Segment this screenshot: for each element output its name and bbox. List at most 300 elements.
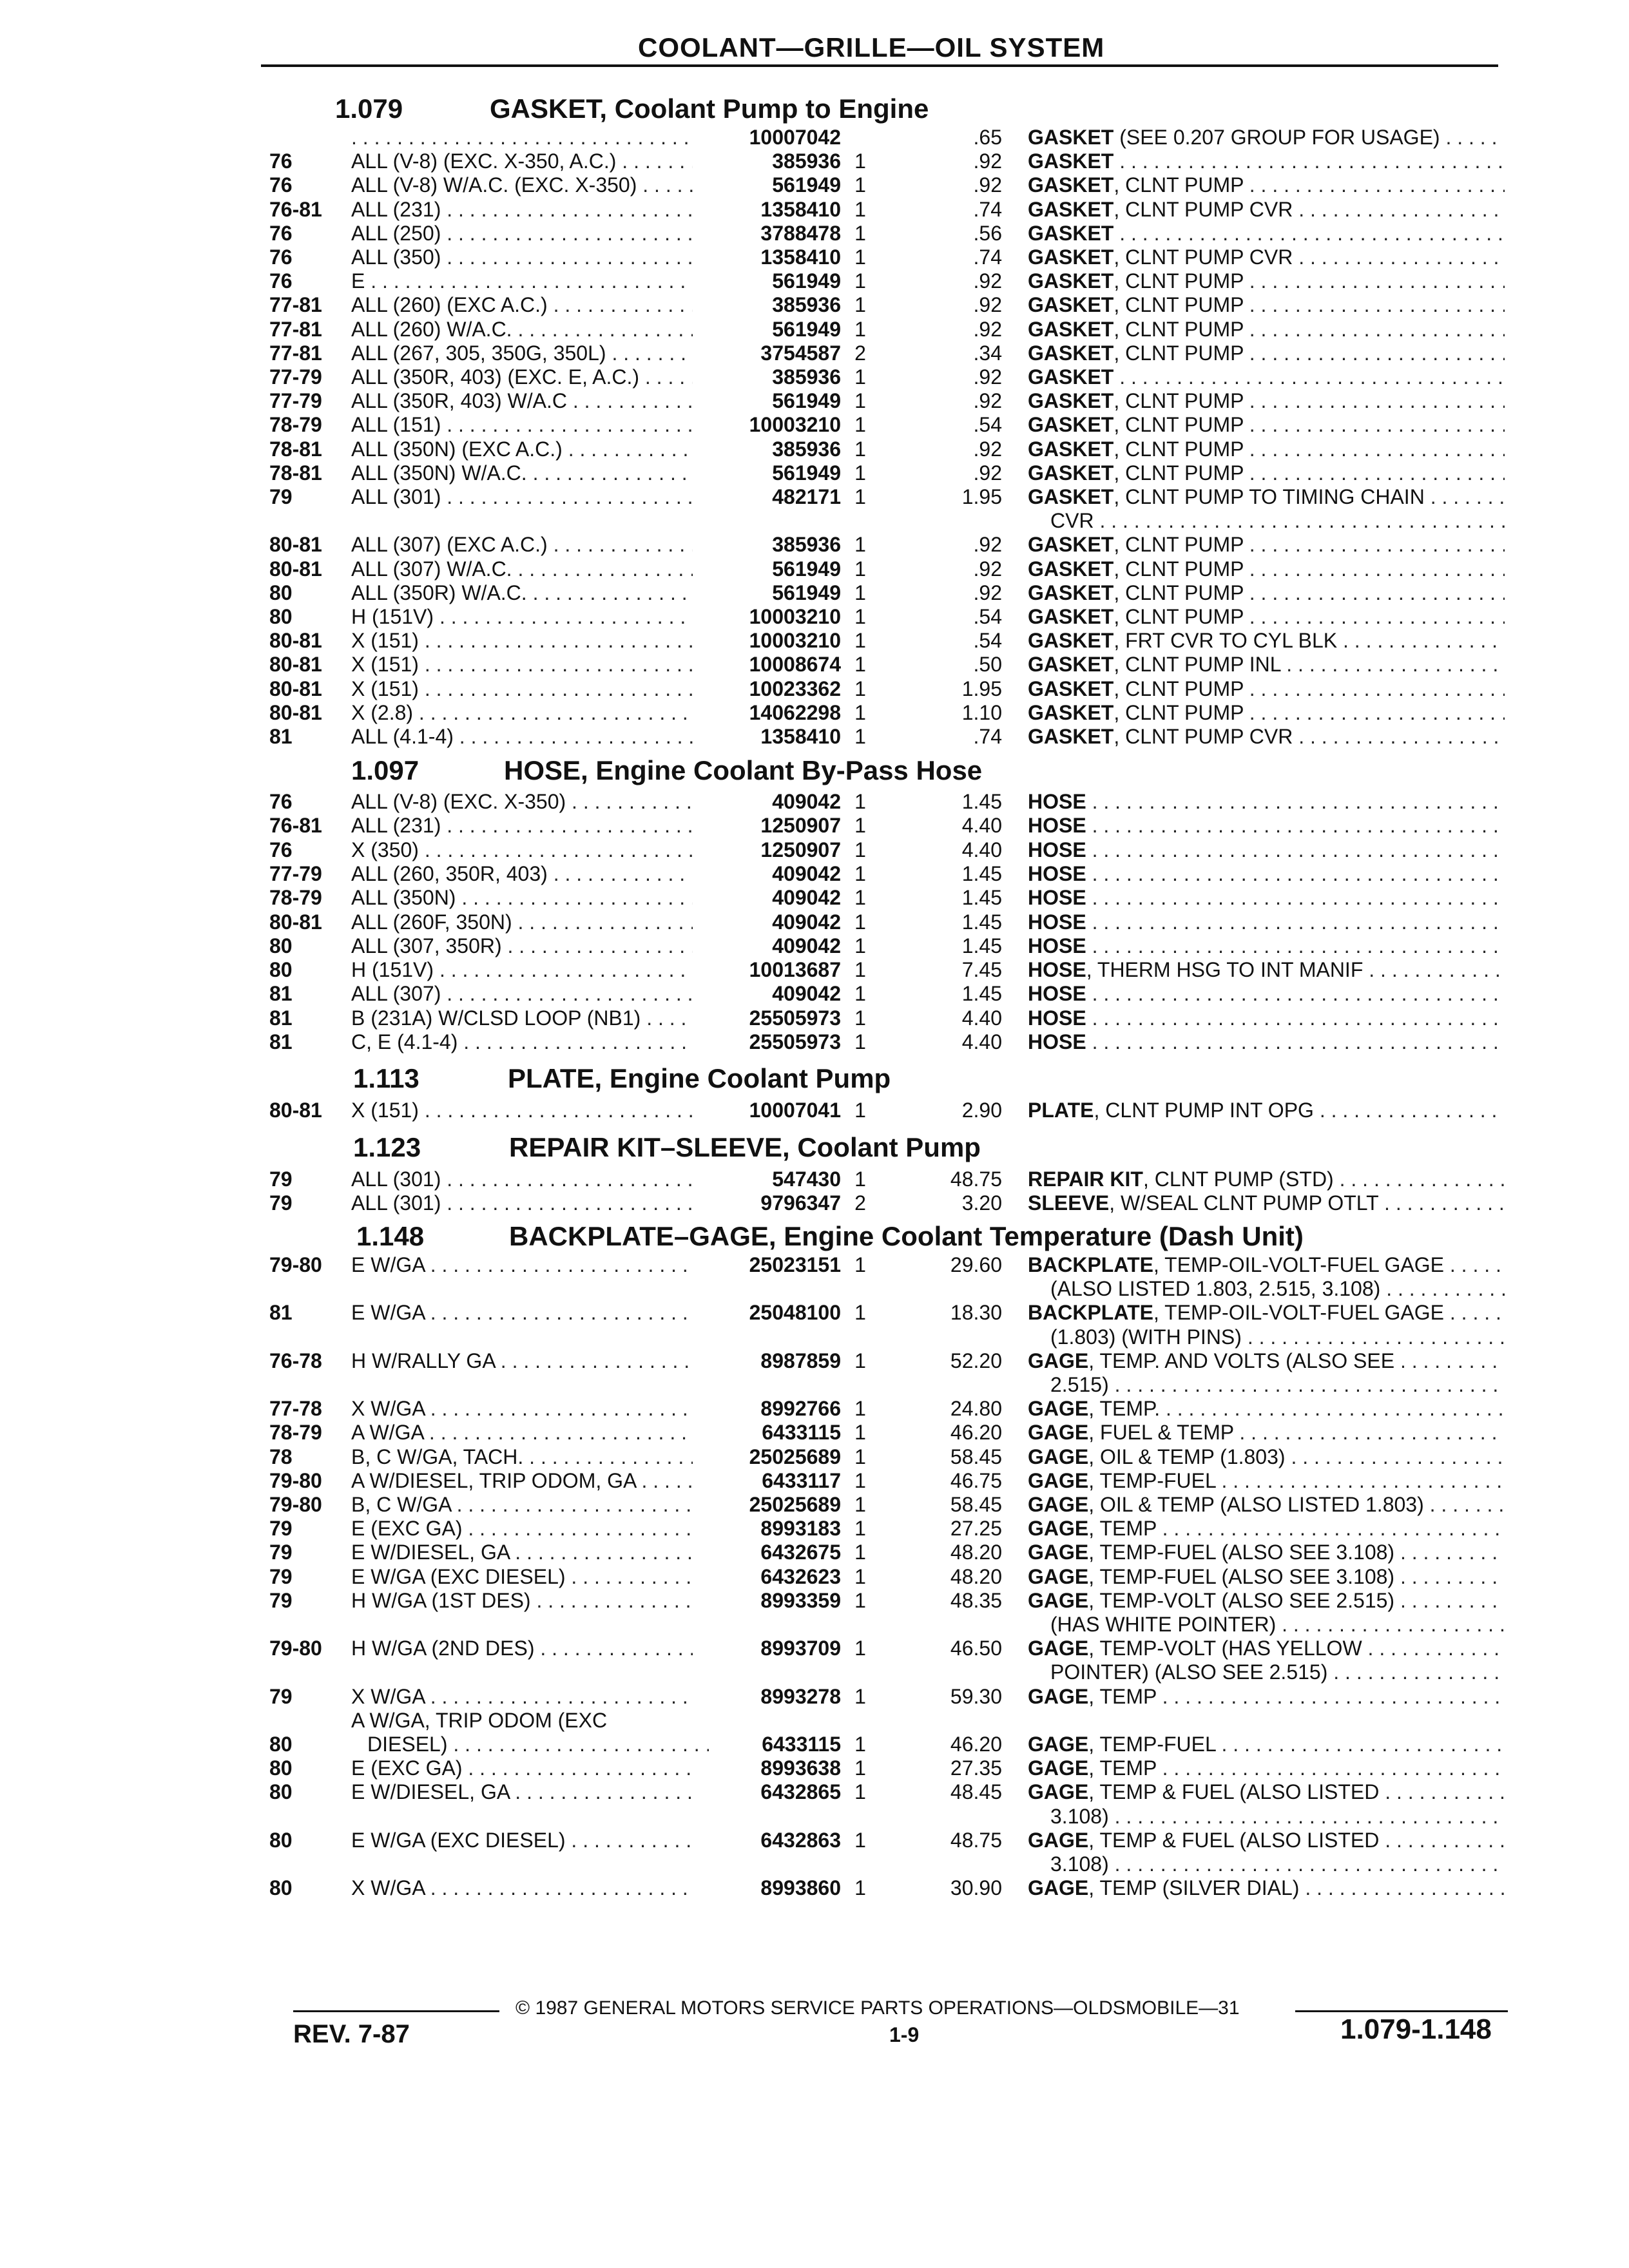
- model-years: 76-81: [269, 197, 322, 221]
- part-number: 561949: [772, 581, 841, 604]
- description-detail: , CLNT PUMP CVR: [1113, 725, 1293, 748]
- part-number: 8993359: [760, 1588, 841, 1612]
- part-number: 561949: [772, 173, 841, 197]
- application: H (151V) . . .: [351, 605, 693, 629]
- quantity: 1: [854, 934, 866, 957]
- description-noun: GASKET: [1028, 365, 1114, 389]
- description-continuation: POINTER) (ALSO SEE 2.515) . . .: [1050, 1660, 1505, 1684]
- revision-label: REV. 7-87: [293, 2020, 410, 2048]
- description-noun: GASKET: [1028, 149, 1114, 173]
- description-detail: , W/SEAL CLNT PUMP OTLT: [1109, 1191, 1379, 1215]
- price: 48.35: [950, 1588, 1002, 1612]
- description-detail: , CLNT PUMP: [1113, 581, 1244, 604]
- part-number: 409042: [772, 790, 841, 813]
- model-years: 79: [269, 1684, 293, 1708]
- model-years: 80: [269, 581, 293, 604]
- quantity: 1: [854, 910, 866, 934]
- model-years: 76-78: [269, 1349, 322, 1372]
- price: .92: [973, 461, 1002, 485]
- part-number: 6433115: [762, 1733, 841, 1756]
- quantity: 1: [854, 365, 866, 389]
- description-continuation: (HAS WHITE POINTER) . . .: [1050, 1613, 1505, 1637]
- quantity: 1: [854, 982, 866, 1006]
- part-number: 10007042: [749, 126, 841, 149]
- description: [1028, 581, 1505, 605]
- quantity: 1: [854, 700, 866, 724]
- application: E W/GA (EXC DIESEL) . . .: [351, 1829, 693, 1852]
- quantity: 1: [854, 437, 866, 461]
- description-noun: GAGE: [1028, 1564, 1089, 1588]
- price: .56: [973, 221, 1002, 245]
- description-noun: GASKET: [1028, 389, 1114, 413]
- description: [1028, 1397, 1505, 1421]
- quantity: 1: [854, 1780, 866, 1804]
- description-noun: HOSE: [1028, 910, 1086, 934]
- application: ALL (307, 350R) . . .: [351, 934, 693, 958]
- description-noun: PLATE: [1028, 1099, 1094, 1122]
- price: 30.90: [950, 1876, 1002, 1900]
- quantity: 1: [854, 605, 866, 628]
- quantity: 1: [854, 1517, 866, 1541]
- application: X W/GA . . .: [351, 1876, 693, 1900]
- description-noun: SLEEVE: [1028, 1191, 1110, 1215]
- application: X (151) . . .: [351, 629, 693, 653]
- price: .50: [973, 653, 1002, 677]
- application: X (2.8) . . .: [351, 701, 693, 725]
- part-number: 409042: [772, 886, 841, 910]
- part-number: 8993860: [760, 1876, 841, 1900]
- quantity: 1: [854, 269, 866, 293]
- quantity: 1: [854, 533, 866, 557]
- description-detail: , TEMP. AND VOLTS (ALSO SEE: [1088, 1349, 1395, 1372]
- price: .74: [973, 245, 1002, 269]
- description: [1028, 653, 1505, 677]
- part-number: 561949: [772, 557, 841, 581]
- quantity: 1: [854, 677, 866, 700]
- part-number: 385936: [772, 149, 841, 173]
- description-noun: HOSE: [1028, 1006, 1086, 1030]
- model-years: 80-81: [269, 677, 322, 700]
- description-detail: , TEMP-FUEL (ALSO SEE 3.108): [1088, 1541, 1395, 1564]
- model-years: 79-80: [269, 1493, 322, 1516]
- description-noun: GAGE: [1028, 1733, 1089, 1756]
- model-years: 79: [269, 1541, 293, 1564]
- application: ALL (350) . . .: [351, 245, 693, 269]
- description-detail: , OIL & TEMP (ALSO LISTED 1.803): [1088, 1493, 1424, 1516]
- description-noun: GASKET: [1028, 700, 1114, 724]
- description-detail: , TEMP: [1088, 1756, 1157, 1780]
- part-number: 6432863: [760, 1828, 841, 1852]
- price: 46.20: [950, 1421, 1002, 1445]
- quantity: 1: [854, 838, 866, 861]
- model-years: 77-78: [269, 1397, 322, 1421]
- model-years: 79-80: [269, 1637, 322, 1660]
- application: ALL (V-8) (EXC. X-350) . . .: [351, 790, 693, 814]
- price: 1.45: [961, 982, 1002, 1006]
- quantity: 1: [854, 790, 866, 813]
- description-noun: GASKET: [1028, 485, 1114, 508]
- quantity: 1: [854, 317, 866, 341]
- part-number: 25048100: [749, 1301, 841, 1325]
- part-number: 14062298: [749, 700, 841, 724]
- quantity: 1: [854, 413, 866, 437]
- price: 46.20: [950, 1733, 1002, 1756]
- description-noun: GAGE: [1028, 1756, 1089, 1780]
- application: H (151V) . . .: [351, 958, 693, 982]
- application: ALL (260, 350R, 403) . . .: [351, 862, 693, 886]
- description-noun: HOSE: [1028, 934, 1086, 957]
- application: H W/RALLY GA . . .: [351, 1349, 693, 1373]
- model-years: 80-81: [269, 910, 322, 934]
- description-detail: , THERM HSG TO INT MANIF: [1086, 958, 1364, 982]
- price: .74: [973, 725, 1002, 748]
- application: ALL (260) (EXC A.C.) . . .: [351, 293, 693, 317]
- price: 52.20: [950, 1349, 1002, 1372]
- description-detail: , CLNT PUMP INL: [1113, 653, 1281, 677]
- description-detail: , TEMP & FUEL (ALSO LISTED: [1088, 1780, 1380, 1804]
- price: .74: [973, 197, 1002, 221]
- quantity: 1: [854, 1006, 866, 1030]
- price: .92: [973, 533, 1002, 557]
- description-detail: , TEMP-OIL-VOLT-FUEL GAGE: [1153, 1253, 1444, 1276]
- quantity: 1: [854, 1397, 866, 1421]
- quantity: 1: [854, 1876, 866, 1900]
- description-detail: , TEMP-VOLT (HAS YELLOW: [1088, 1637, 1362, 1660]
- description: [1028, 958, 1505, 982]
- quantity: 1: [854, 629, 866, 653]
- part-number: 8993183: [760, 1517, 841, 1541]
- quantity: 1: [854, 293, 866, 317]
- application: ALL (V-8) W/A.C. (EXC. X-350) . . .: [351, 173, 693, 197]
- description: [1028, 437, 1505, 461]
- price: 1.95: [961, 485, 1002, 508]
- description-noun: HOSE: [1028, 1030, 1086, 1053]
- page-number: 1-9: [889, 2023, 920, 2046]
- description: [1028, 1685, 1505, 1709]
- model-years: 79: [269, 1168, 293, 1191]
- application: A W/GA . . .: [351, 1421, 693, 1445]
- description-continuation: 3.108) . . .: [1050, 1852, 1505, 1876]
- description-noun: GASKET: [1028, 197, 1114, 221]
- description-detail: , TEMP: [1088, 1517, 1157, 1541]
- part-number: 10003210: [749, 629, 841, 653]
- part-number: 409042: [772, 934, 841, 957]
- price: 1.45: [961, 861, 1002, 885]
- description: [1028, 269, 1505, 293]
- description: [1028, 485, 1505, 509]
- quantity: 1: [854, 725, 866, 748]
- model-years: 78-79: [269, 1421, 322, 1445]
- description: [1028, 1733, 1505, 1756]
- description-detail: , TEMP.: [1088, 1397, 1161, 1421]
- application: ALL (301) . . .: [351, 1191, 693, 1215]
- model-years: 77-79: [269, 389, 322, 413]
- application: E W/DIESEL, GA . . .: [351, 1780, 693, 1804]
- description-noun: GAGE: [1028, 1445, 1089, 1468]
- model-years: 81: [269, 725, 293, 748]
- description-detail: , OIL & TEMP (1.803): [1088, 1445, 1286, 1468]
- quantity: 1: [854, 1756, 866, 1780]
- part-number: 9796347: [760, 1191, 841, 1215]
- description-noun: GASKET: [1028, 581, 1114, 604]
- model-years: 81: [269, 1030, 293, 1053]
- model-years: 79-80: [269, 1468, 322, 1492]
- model-years: 80: [269, 1828, 293, 1852]
- description-detail: , CLNT PUMP CVR: [1113, 245, 1293, 269]
- model-years: 76: [269, 790, 293, 813]
- part-number: 3754587: [760, 341, 841, 365]
- application: DIESEL) . . .: [367, 1733, 709, 1756]
- description-detail: , TEMP (SILVER DIAL): [1088, 1876, 1300, 1900]
- description: [1028, 318, 1505, 341]
- model-years: 77-81: [269, 317, 322, 341]
- application: ALL (301) . . .: [351, 1168, 693, 1191]
- price: .92: [973, 389, 1002, 413]
- part-number: 25025689: [749, 1445, 841, 1468]
- model-years: 80: [269, 1756, 293, 1780]
- description-noun: HOSE: [1028, 838, 1086, 861]
- description-detail: , CLNT PUMP: [1113, 317, 1244, 341]
- price: .34: [973, 341, 1002, 365]
- description: [1028, 365, 1505, 389]
- price: .92: [973, 437, 1002, 461]
- part-number: 561949: [772, 317, 841, 341]
- part-number: 8993638: [760, 1756, 841, 1780]
- description-continuation: 2.515) . . .: [1050, 1373, 1505, 1397]
- price: 58.45: [950, 1445, 1002, 1468]
- description: [1028, 245, 1505, 269]
- application: ALL (350R, 403) W/A.C . . .: [351, 389, 693, 413]
- application: ALL (260) W/A.C. . . .: [351, 318, 693, 341]
- application: ALL (260F, 350N) . . .: [351, 910, 693, 934]
- model-years: 78-81: [269, 461, 322, 485]
- application: [351, 126, 693, 149]
- model-years: 79: [269, 1517, 293, 1541]
- application: X (151) . . .: [351, 677, 693, 701]
- description-noun: GAGE: [1028, 1637, 1089, 1660]
- section-title: PLATE, Engine Coolant Pump: [508, 1063, 891, 1093]
- description: [1028, 198, 1505, 222]
- price: 58.45: [950, 1493, 1002, 1516]
- model-years: 76: [269, 245, 293, 269]
- model-years: 79-80: [269, 1253, 322, 1276]
- part-number: 547430: [772, 1168, 841, 1191]
- quantity: 1: [854, 1253, 866, 1276]
- part-number: 409042: [772, 910, 841, 934]
- description-detail: , CLNT PUMP TO TIMING CHAIN: [1113, 485, 1425, 508]
- description-detail: , CLNT PUMP: [1113, 269, 1244, 293]
- description-noun: GAGE: [1028, 1397, 1089, 1421]
- price: .54: [973, 413, 1002, 437]
- description-noun: GASKET: [1028, 413, 1114, 437]
- description: [1028, 838, 1505, 862]
- description-noun: GAGE: [1028, 1517, 1089, 1541]
- price: .92: [973, 317, 1002, 341]
- description: [1028, 677, 1505, 701]
- part-number: 385936: [772, 365, 841, 389]
- description: [1028, 461, 1505, 485]
- description-detail: , CLNT PUMP CVR: [1113, 197, 1293, 221]
- quantity: 1: [854, 557, 866, 581]
- description-noun: GAGE: [1028, 1876, 1089, 1900]
- description: [1028, 1099, 1505, 1122]
- description-detail: , CLNT PUMP (STD): [1142, 1168, 1334, 1191]
- description: [1028, 1589, 1505, 1613]
- description-detail: , CLNT PUMP: [1113, 389, 1244, 413]
- application: ALL (301) . . .: [351, 485, 693, 509]
- model-years: 76: [269, 221, 293, 245]
- description: [1028, 1517, 1505, 1541]
- quantity: 1: [854, 814, 866, 838]
- description-detail: , CLNT PUMP: [1113, 293, 1244, 317]
- description-detail: , TEMP-FUEL: [1088, 1468, 1216, 1492]
- part-number: 6432675: [760, 1541, 841, 1564]
- part-number: 1358410: [760, 725, 841, 748]
- application: E (EXC GA) . . .: [351, 1517, 693, 1541]
- description: [1028, 982, 1505, 1006]
- part-number: 8992766: [760, 1397, 841, 1421]
- model-years: 80: [269, 1876, 293, 1900]
- application: ALL (307) (EXC A.C.) . . .: [351, 533, 693, 557]
- model-years: 80: [269, 1780, 293, 1804]
- description-noun: GASKET: [1028, 173, 1114, 197]
- part-number: 10008674: [749, 653, 841, 677]
- price: 4.40: [961, 1006, 1002, 1030]
- description: [1028, 557, 1505, 581]
- part-number: 561949: [772, 461, 841, 485]
- part-number: 8993709: [760, 1637, 841, 1660]
- quantity: 1: [854, 197, 866, 221]
- application: ALL (350N) . . .: [351, 886, 693, 910]
- model-years: 77-79: [269, 861, 322, 885]
- part-number: 8987859: [760, 1349, 841, 1372]
- quantity: 1: [854, 581, 866, 604]
- description-detail: , TEMP: [1088, 1684, 1157, 1708]
- section-number: 1.123: [353, 1132, 421, 1162]
- model-years: 81: [269, 1301, 293, 1325]
- part-number: 10013687: [749, 958, 841, 982]
- description-detail: , TEMP-OIL-VOLT-FUEL GAGE: [1153, 1301, 1444, 1325]
- model-years: 77-81: [269, 293, 322, 317]
- model-years: 80-81: [269, 533, 322, 557]
- part-number: 3788478: [760, 221, 841, 245]
- description-continuation: 3.108) . . .: [1050, 1805, 1505, 1829]
- description-detail: , CLNT PUMP: [1113, 341, 1244, 365]
- application: ALL (231) . . .: [351, 814, 693, 838]
- quantity: 1: [854, 1637, 866, 1660]
- description-detail: , CLNT PUMP: [1113, 700, 1244, 724]
- model-years: 79: [269, 1191, 293, 1215]
- description: [1028, 1876, 1505, 1900]
- part-number: 10003210: [749, 413, 841, 437]
- description: [1028, 389, 1505, 413]
- description: [1028, 629, 1505, 653]
- application: ALL (350R) W/A.C. . . .: [351, 581, 693, 605]
- model-years: 80: [269, 934, 293, 957]
- description-noun: GASKET: [1028, 317, 1114, 341]
- description-detail: , CLNT PUMP: [1113, 461, 1244, 485]
- model-years: 76-81: [269, 814, 322, 838]
- description-noun: GASKET: [1028, 269, 1114, 293]
- description-detail: , CLNT PUMP: [1113, 437, 1244, 461]
- description-noun: GAGE: [1028, 1468, 1089, 1492]
- price: 1.45: [961, 934, 1002, 957]
- part-number: 25023151: [749, 1253, 841, 1276]
- description: [1028, 1168, 1505, 1191]
- application: X (151) . . .: [351, 1099, 693, 1122]
- price: .92: [973, 173, 1002, 197]
- application: A W/DIESEL, TRIP ODOM, GA . . .: [351, 1469, 693, 1493]
- quantity: 1: [854, 886, 866, 910]
- description: [1028, 1829, 1505, 1852]
- description: [1028, 1253, 1505, 1277]
- model-years: 79: [269, 1588, 293, 1612]
- part-number: 1358410: [760, 245, 841, 269]
- part-number: 10023362: [749, 677, 841, 700]
- description-noun: GASKET: [1028, 293, 1114, 317]
- price: .92: [973, 293, 1002, 317]
- description-detail: , CLNT PUMP: [1113, 533, 1244, 557]
- description: [1028, 149, 1505, 173]
- price: .92: [973, 581, 1002, 604]
- application: E W/GA . . .: [351, 1301, 693, 1325]
- part-number: 10003210: [749, 605, 841, 628]
- description-noun: GASKET: [1028, 557, 1114, 581]
- application: ALL (350N) W/A.C. . . .: [351, 461, 693, 485]
- application: ALL (350N) (EXC A.C.) . . .: [351, 437, 693, 461]
- description-detail: , CLNT PUMP: [1113, 677, 1244, 700]
- description: [1028, 1191, 1505, 1215]
- model-years: 80-81: [269, 557, 322, 581]
- description-detail: , TEMP-FUEL: [1088, 1733, 1216, 1756]
- section-number: 1.079: [335, 93, 403, 124]
- application: X W/GA . . .: [351, 1685, 693, 1709]
- description-noun: GASKET: [1028, 533, 1114, 557]
- application: A W/GA, TRIP ODOM (EXC: [351, 1708, 608, 1732]
- quantity: 1: [854, 485, 866, 508]
- price: 48.20: [950, 1564, 1002, 1588]
- price: 1.45: [961, 910, 1002, 934]
- quantity: 1: [854, 1301, 866, 1325]
- application: ALL (267, 305, 350G, 350L) . . .: [351, 341, 693, 365]
- description-noun: GASKET: [1028, 629, 1114, 653]
- application: E (EXC GA) . . .: [351, 1756, 693, 1780]
- model-years: 78-81: [269, 437, 322, 461]
- price: 48.45: [950, 1780, 1002, 1804]
- model-years: 78-79: [269, 413, 322, 437]
- part-number: 409042: [772, 861, 841, 885]
- quantity: 1: [854, 389, 866, 413]
- description-noun: HOSE: [1028, 982, 1086, 1006]
- description: [1028, 1445, 1505, 1469]
- description-noun: GASKET: [1028, 605, 1114, 628]
- description: [1028, 413, 1505, 437]
- description-noun: HOSE: [1028, 958, 1086, 982]
- description-detail: , CLNT PUMP INT OPG: [1094, 1099, 1314, 1122]
- model-years: 80: [269, 958, 293, 982]
- quantity: 1: [854, 149, 866, 173]
- section-title: HOSE, Engine Coolant By-Pass Hose: [504, 755, 983, 785]
- model-years: 80-81: [269, 700, 322, 724]
- price: .92: [973, 557, 1002, 581]
- description-detail: , CLNT PUMP: [1113, 557, 1244, 581]
- quantity: 1: [854, 653, 866, 677]
- description: [1028, 725, 1505, 749]
- model-years: 79: [269, 1564, 293, 1588]
- description-noun: REPAIR KIT: [1028, 1168, 1143, 1191]
- price: 24.80: [950, 1397, 1002, 1421]
- part-number: 385936: [772, 293, 841, 317]
